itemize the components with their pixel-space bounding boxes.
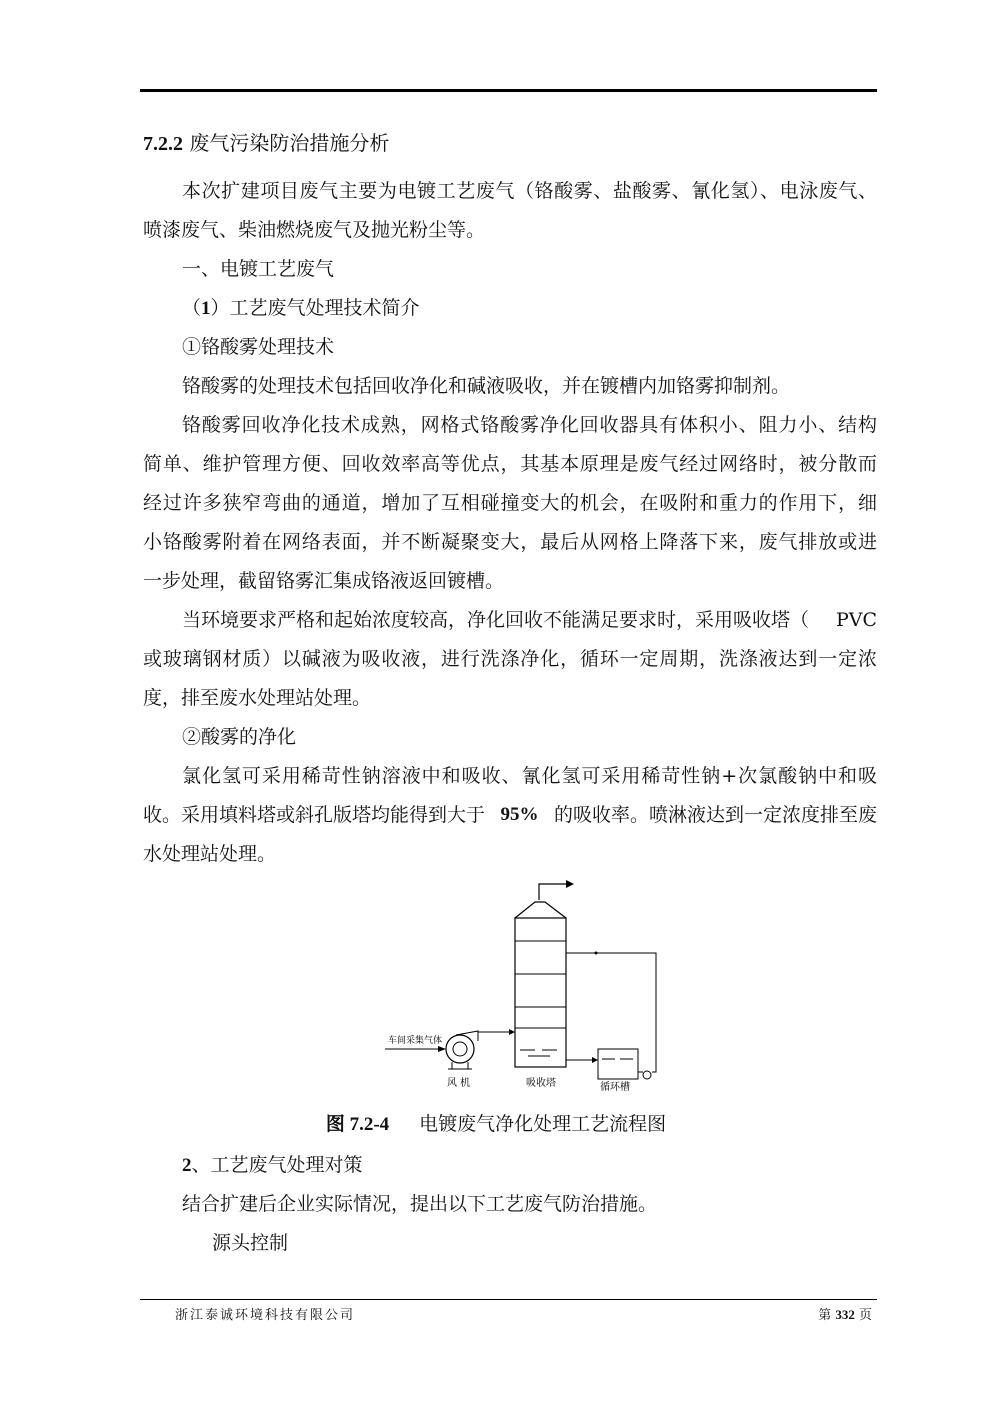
subheading: 2、工艺废气处理对策 (182, 1154, 363, 1176)
paragraph-line: 经过许多狭窄弯曲的通道，增加了互相碰撞变大的机会，在吸附和重力的作用下，细 (143, 492, 877, 514)
paragraph-line: 一步处理，截留铬雾汇集成铬液返回镀槽。 (143, 570, 505, 592)
paragraph-line: 结合扩建后企业实际情况，提出以下工艺废气防治措施。 (182, 1193, 658, 1215)
pump-icon (643, 1071, 651, 1079)
process-flow-diagram (360, 878, 670, 1093)
fan-icon (446, 1035, 474, 1063)
paragraph-line: 或玻璃钢材质）以碱液为吸收液，进行洗涤净化，循环一定周期，洗涤液达到一定浓 (143, 648, 877, 670)
paragraph-line: 简单、维护管理方便、回收效率高等优点，其基本原理是废气经过网络时，被分散而 (143, 453, 877, 475)
subheading: 源头控制 (212, 1232, 289, 1254)
paragraph-line: 当环境要求严格和起始浓度较高，净化回收不能满足要求时，采用吸收塔（ PVC (182, 609, 877, 631)
recirculation-line (566, 953, 656, 1072)
paragraph-line: 喷漆废气、柴油燃烧废气及抛光粉尘等。 (143, 219, 486, 241)
subheading: （1）工艺废气处理技术简介 (182, 297, 420, 319)
subheading: 一、电镀工艺废气 (182, 258, 335, 280)
section-title: 废气污染防治措施分析 (189, 131, 390, 155)
circulation-tank (598, 1049, 638, 1079)
paragraph-line: 小铬酸雾附着在网络表面，并不断凝聚变大，最后从网格上降落下来，废气排放或进 (143, 531, 877, 553)
figure-title: 电镀废气净化处理工艺流程图 (419, 1113, 667, 1135)
paragraph-line: 本次扩建项目废气主要为电镀工艺废气（铬酸雾、盐酸雾、氰化氢）、电泳废气、 (182, 180, 877, 202)
subheading: ①铬酸雾处理技术 (182, 336, 335, 358)
figure-number: 图 7.2-4 (325, 1114, 390, 1135)
section-heading (143, 131, 877, 156)
section-number: 7.2.2 (143, 133, 183, 155)
tower-label: 吸收塔 (526, 1078, 556, 1089)
subheading: ②酸雾的净化 (182, 726, 297, 748)
tower-cap (515, 902, 566, 918)
tank-label: 循环槽 (600, 1082, 630, 1093)
inlet-label: 车间采集气体 (388, 1036, 443, 1046)
absorption-tower (515, 918, 566, 1067)
exhaust-arrow-icon (566, 880, 574, 888)
footer-rule (140, 1299, 877, 1300)
paragraph-line: 铬酸雾回收净化技术成熟，网格式铬酸雾净化回收器具有体积小、阻力小、结构 (182, 414, 877, 436)
footer-page-number: 第 332 页 (818, 1307, 872, 1323)
paragraph-line: 铬酸雾的处理技术包括回收净化和碱液吸收，并在镀槽内加铬雾抑制剂。 (182, 375, 791, 397)
paragraph-line: 水处理站处理。 (143, 843, 277, 865)
paragraph-line: 氯化氢可采用稀苛性钠溶液中和吸收、氰化氢可采用稀苛性钠+次氯酸钠中和吸 (182, 765, 877, 787)
exhaust-pipe (539, 884, 566, 900)
fan-label: 风 机 (447, 1078, 471, 1089)
header-rule (140, 89, 877, 92)
footer-company: 浙江泰诚环境科技有限公司 (175, 1308, 356, 1323)
paragraph-line: 收。采用填料塔或斜孔版塔均能得到大于 95% 的吸收率。喷淋液达到一定浓度排至废 (143, 804, 877, 826)
figure-caption (0, 1112, 992, 1137)
paragraph-line: 度，排至废水处理站处理。 (143, 687, 372, 709)
